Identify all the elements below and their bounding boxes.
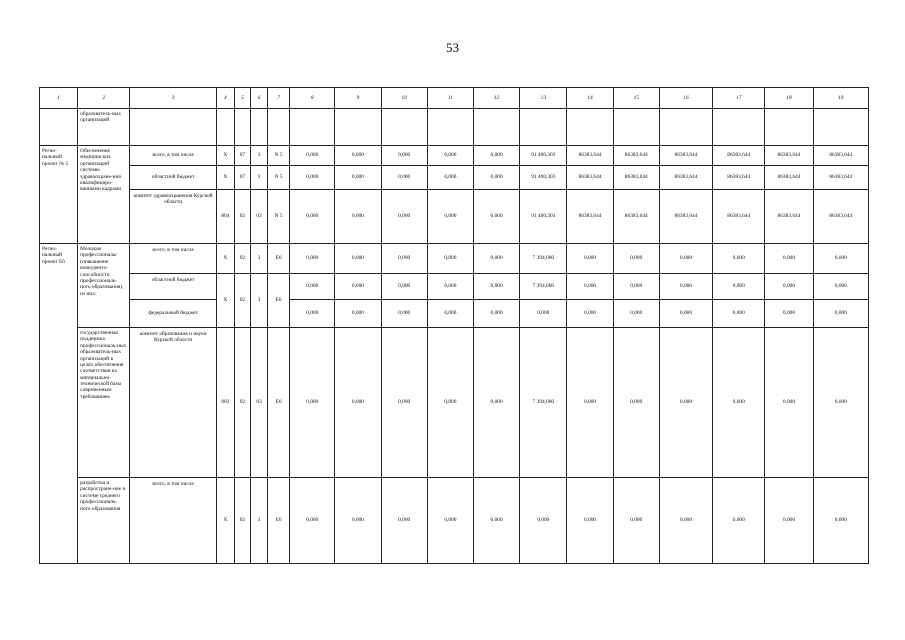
subsection-cell: 3 xyxy=(250,166,267,190)
table-row xyxy=(40,146,869,166)
amount-cell: 86383,644 xyxy=(713,146,765,166)
amount-cell: 0,000 xyxy=(427,190,473,244)
funding-source-cell: областной бюджет xyxy=(130,166,216,190)
amount-cell: 0,000 xyxy=(765,300,813,328)
amount-cell: 0,000 xyxy=(713,244,765,274)
amount-cell: 0,000 xyxy=(427,166,473,190)
empty-cell xyxy=(659,109,712,146)
empty-cell xyxy=(381,109,427,146)
empty-cell xyxy=(474,109,520,146)
section-cell: 02 xyxy=(234,478,250,564)
amount-cell: 0,000 xyxy=(335,146,381,166)
section-cell: 07 xyxy=(234,146,250,166)
amount-cell: 0,000 xyxy=(765,478,813,564)
amount-cell: 0,000 xyxy=(765,328,813,478)
amount-cell: 86383,644 xyxy=(567,190,613,244)
amount-cell: 0,000 xyxy=(427,300,473,328)
code-cell: 804 xyxy=(216,190,234,244)
amount-cell: 0,000 xyxy=(713,300,765,328)
column-header: 7 xyxy=(268,88,290,109)
column-header: 12 xyxy=(474,88,520,109)
amount-cell: 0,000 xyxy=(381,478,427,564)
empty-cell xyxy=(130,109,216,146)
code-cell: Х xyxy=(216,244,234,274)
column-header: 16 xyxy=(659,88,712,109)
column-header: 13 xyxy=(520,88,567,109)
amount-cell: 0,000 xyxy=(290,300,335,328)
amount-cell: 86383,644 xyxy=(659,190,712,244)
section-cell: 02 xyxy=(234,274,250,328)
amount-cell: 86383,644 xyxy=(613,166,659,190)
header-row xyxy=(40,88,869,109)
amount-cell: 86383,644 xyxy=(765,146,813,166)
amount-cell: 0,000 xyxy=(474,274,520,300)
amount-cell: 0,000 xyxy=(474,478,520,564)
code-cell: Х xyxy=(216,478,234,564)
amount-cell: 0,000 xyxy=(659,244,712,274)
subsection-cell: 3 xyxy=(250,274,267,328)
subsection-cell: 03 xyxy=(250,190,267,244)
target-code-cell: Е6 xyxy=(268,244,290,274)
amount-cell: 86383,644 xyxy=(765,166,813,190)
amount-cell: 0,000 xyxy=(713,274,765,300)
amount-cell: 0,000 xyxy=(290,146,335,166)
column-header: 9 xyxy=(335,88,381,109)
amount-cell: 7 394,000 xyxy=(520,328,567,478)
amount-cell: 0,000 xyxy=(335,244,381,274)
column-header: 3 xyxy=(130,88,216,109)
amount-cell: 0,000 xyxy=(613,300,659,328)
amount-cell: 91 400,303 xyxy=(520,146,567,166)
amount-cell: 0,000 xyxy=(427,274,473,300)
amount-cell: 0,000 xyxy=(381,244,427,274)
amount-cell: 0,000 xyxy=(335,190,381,244)
table-row xyxy=(40,300,869,328)
amount-cell: 0,000 xyxy=(613,478,659,564)
funding-source-cell: всего, в том числе xyxy=(130,478,216,564)
project-name-cell: Регио-нальный проект № 5 xyxy=(40,146,78,244)
table-row xyxy=(40,478,869,564)
amount-cell: 86383,644 xyxy=(813,166,868,190)
subsection-cell: 3 xyxy=(250,146,267,166)
target-code-cell: Е6 xyxy=(268,478,290,564)
measure-name-cell: разработка и распростране-ние в системе среднего профессиональ-ного образования xyxy=(78,478,130,564)
target-code-cell: N 5 xyxy=(268,166,290,190)
amount-cell: 0,000 xyxy=(813,300,868,328)
amount-cell: 0,000 xyxy=(474,190,520,244)
column-header: 10 xyxy=(381,88,427,109)
amount-cell: 0,000 xyxy=(427,146,473,166)
funding-source-cell: комитет образования и науки Курской области xyxy=(130,328,216,478)
empty-cell xyxy=(268,109,290,146)
amount-cell: 0,000 xyxy=(290,274,335,300)
amount-cell: 86383,644 xyxy=(813,190,868,244)
section-cell: 02 xyxy=(234,328,250,478)
amount-cell: 0,000 xyxy=(659,328,712,478)
amount-cell: 0,000 xyxy=(520,300,567,328)
table-row xyxy=(40,274,869,300)
amount-cell: 0,000 xyxy=(290,478,335,564)
amount-cell: 0,000 xyxy=(427,244,473,274)
amount-cell: 0,000 xyxy=(290,190,335,244)
table-row xyxy=(40,166,869,190)
empty-cell xyxy=(234,109,250,146)
amount-cell: 0,000 xyxy=(290,244,335,274)
amount-cell: 7 394,000 xyxy=(520,274,567,300)
amount-cell: 0,000 xyxy=(765,274,813,300)
amount-cell: 91 400,303 xyxy=(520,166,567,190)
table-row xyxy=(40,328,869,478)
code-cell: Х xyxy=(216,166,234,190)
page-number: 53 xyxy=(446,40,459,55)
amount-cell: 0,000 xyxy=(567,478,613,564)
amount-cell: 86383,644 xyxy=(813,146,868,166)
column-header: 8 xyxy=(290,88,335,109)
amount-cell: 0,000 xyxy=(713,478,765,564)
column-header: 6 xyxy=(250,88,267,109)
measure-name-cell: Обеспечение медицинских организаций системы здравоохране-ния квалифициро-ванными кадрами xyxy=(78,146,130,244)
funding-source-cell: всего, в том числе xyxy=(130,244,216,274)
subsection-cell: 3 xyxy=(250,244,267,274)
amount-cell: 0,000 xyxy=(381,146,427,166)
column-header: 4 xyxy=(216,88,234,109)
table-row xyxy=(40,109,869,146)
code-cell: 803 xyxy=(216,328,234,478)
amount-cell: 0,000 xyxy=(381,328,427,478)
empty-cell xyxy=(520,109,567,146)
amount-cell: 0,000 xyxy=(335,478,381,564)
amount-cell: 0,000 xyxy=(427,328,473,478)
empty-cell xyxy=(335,109,381,146)
target-code-cell: Е6 xyxy=(268,274,290,328)
amount-cell: 0,000 xyxy=(659,478,712,564)
amount-cell: 0,000 xyxy=(520,478,567,564)
empty-cell xyxy=(713,109,765,146)
measure-name-cell: Молодые профессионалы (повышение конкуренто-способности профессиональ-ного образования), из них: xyxy=(78,244,130,328)
budget-table xyxy=(39,87,869,564)
amount-cell: 0,000 xyxy=(474,300,520,328)
amount-cell: 86383,644 xyxy=(567,146,613,166)
subsection-cell: 03 xyxy=(250,328,267,478)
code-cell: Х xyxy=(216,146,234,166)
measure-name-cell: государственная поддержка профессиональ-ных образователь-ных организаций в целях обеспечения соответствия их материально-технической базы современным требованиям xyxy=(78,328,130,478)
amount-cell: 0,000 xyxy=(659,300,712,328)
section-cell: 02 xyxy=(234,190,250,244)
empty-cell xyxy=(613,109,659,146)
amount-cell: 0,000 xyxy=(474,166,520,190)
measure-name-cell: образователь-ных организаций xyxy=(78,109,130,146)
column-header: 5 xyxy=(234,88,250,109)
funding-source-cell: комитет здравоохранения Курской области xyxy=(130,190,216,244)
amount-cell: 0,000 xyxy=(290,328,335,478)
column-header: 17 xyxy=(713,88,765,109)
amount-cell: 0,000 xyxy=(567,328,613,478)
funding-source-cell: федеральный бюджет xyxy=(130,300,216,328)
section-cell: 02 xyxy=(234,244,250,274)
amount-cell: 0,000 xyxy=(381,300,427,328)
amount-cell: 0,000 xyxy=(813,328,868,478)
amount-cell: 0,000 xyxy=(427,478,473,564)
amount-cell: 86383,644 xyxy=(765,190,813,244)
amount-cell: 0,000 xyxy=(381,274,427,300)
funding-source-cell: всего, в том числе xyxy=(130,146,216,166)
project-name-cell: Регио-нальный проект Е6 xyxy=(40,244,78,564)
amount-cell: 86383,644 xyxy=(659,166,712,190)
amount-cell: 0,000 xyxy=(474,244,520,274)
empty-cell xyxy=(813,109,868,146)
amount-cell: 0,000 xyxy=(567,274,613,300)
amount-cell: 7 394,000 xyxy=(520,244,567,274)
amount-cell: 0,000 xyxy=(613,274,659,300)
empty-cell xyxy=(290,109,335,146)
table-row xyxy=(40,244,869,274)
amount-cell: 0,000 xyxy=(713,328,765,478)
amount-cell: 0,000 xyxy=(381,166,427,190)
amount-cell: 0,000 xyxy=(335,166,381,190)
column-header: 14 xyxy=(567,88,613,109)
column-header: 15 xyxy=(613,88,659,109)
amount-cell: 86383,644 xyxy=(713,166,765,190)
amount-cell: 0,000 xyxy=(613,244,659,274)
amount-cell: 0,000 xyxy=(474,328,520,478)
amount-cell: 0,000 xyxy=(613,328,659,478)
amount-cell: 0,000 xyxy=(813,244,868,274)
target-code-cell: Е6 xyxy=(268,328,290,478)
amount-cell: 0,000 xyxy=(381,190,427,244)
column-header: 2 xyxy=(78,88,130,109)
empty-cell xyxy=(765,109,813,146)
funding-source-cell: областной бюджет xyxy=(130,274,216,300)
table-row xyxy=(40,190,869,244)
column-header: 19 xyxy=(813,88,868,109)
amount-cell: 0,000 xyxy=(813,478,868,564)
amount-cell: 91 400,303 xyxy=(520,190,567,244)
empty-cell xyxy=(216,109,234,146)
amount-cell: 0,000 xyxy=(335,300,381,328)
amount-cell: 0,000 xyxy=(290,166,335,190)
section-cell: 07 xyxy=(234,166,250,190)
amount-cell: 0,000 xyxy=(567,244,613,274)
subsection-cell: 3 xyxy=(250,478,267,564)
amount-cell: 0,000 xyxy=(335,328,381,478)
empty-cell xyxy=(567,109,613,146)
column-header: 1 xyxy=(40,88,78,109)
amount-cell: 86383,644 xyxy=(567,166,613,190)
empty-cell xyxy=(250,109,267,146)
column-header: 18 xyxy=(765,88,813,109)
amount-cell: 0,000 xyxy=(335,274,381,300)
target-code-cell: N 5 xyxy=(268,190,290,244)
amount-cell: 86383,644 xyxy=(659,146,712,166)
empty-cell xyxy=(427,109,473,146)
amount-cell: 0,000 xyxy=(567,300,613,328)
amount-cell: 86383,644 xyxy=(613,190,659,244)
empty-cell xyxy=(40,109,78,146)
amount-cell: 0,000 xyxy=(813,274,868,300)
target-code-cell: N 5 xyxy=(268,146,290,166)
amount-cell: 86383,644 xyxy=(713,190,765,244)
amount-cell: 0,000 xyxy=(474,146,520,166)
amount-cell: 86383,644 xyxy=(613,146,659,166)
code-cell: Х xyxy=(216,274,234,328)
column-header: 11 xyxy=(427,88,473,109)
amount-cell: 0,000 xyxy=(765,244,813,274)
amount-cell: 0,000 xyxy=(659,274,712,300)
